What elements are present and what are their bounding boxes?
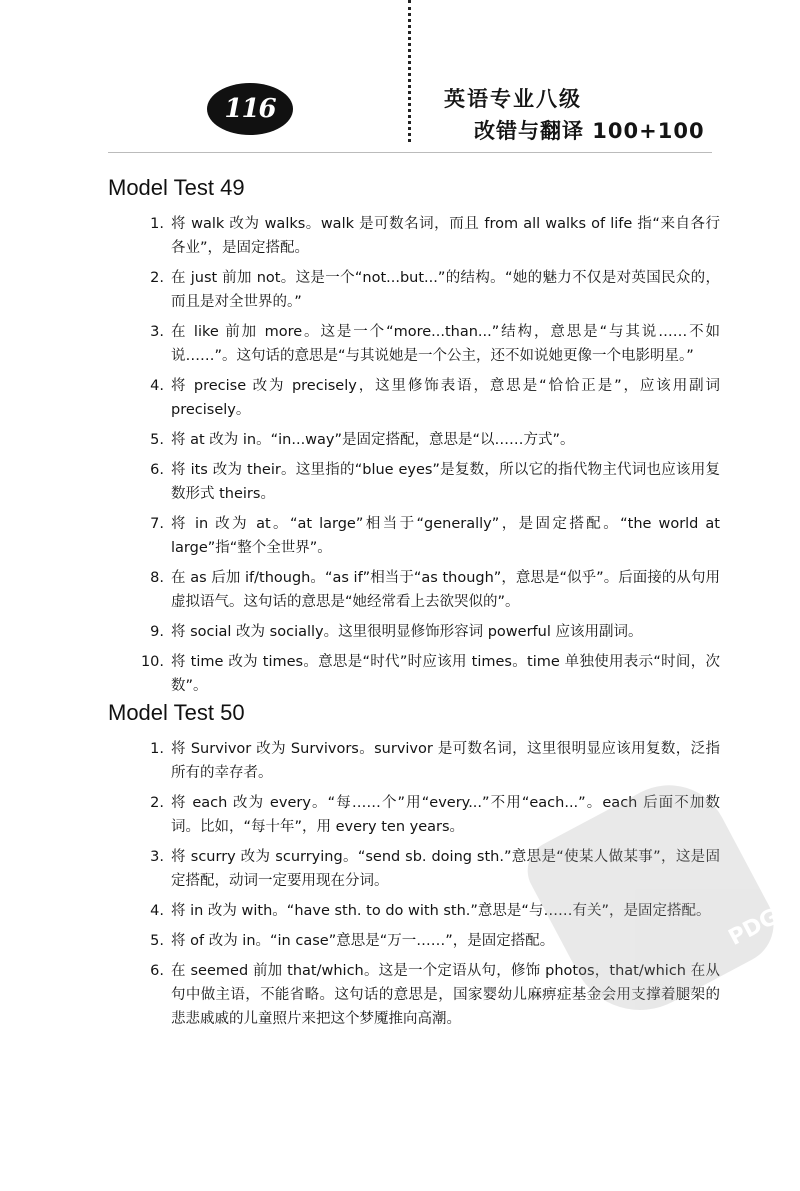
item-number: 1. <box>150 216 164 232</box>
item-number: 7. <box>150 516 164 532</box>
item-text: 将 each 改为 every。“每……个”用“every...”不用“each...”。each 后面不加数词。比如，“每十年”，用 every ten years。 <box>171 795 720 835</box>
list-item <box>140 512 720 560</box>
list-item <box>140 374 720 422</box>
item-text: 在 as 后加 if/though。“as if”相当于“as though”，意思是“似乎”。后面接的从句用虚拟语气。这句话的意思是“她经常看上去欲哭似的”。 <box>171 570 720 610</box>
item-number: 2. <box>150 795 164 811</box>
item-text: 将 at 改为 in。“in...way”是固定搭配，意思是“以……方式”。 <box>171 432 575 448</box>
item-number: 2. <box>150 270 164 286</box>
list-item <box>140 566 720 614</box>
list-item <box>140 458 720 506</box>
item-text: 将 in 改为 at。“at large”相当于“generally”，是固定搭配。“the world at large”指“整个全世界”。 <box>171 516 720 556</box>
dotted-divider <box>408 0 411 142</box>
answer-list <box>140 212 720 704</box>
item-number: 8. <box>150 570 164 586</box>
page-number-badge: 116 <box>207 83 293 135</box>
item-text: 将 its 改为 their。这里指的“blue eyes”是复数，所以它的指代物主代词也应该用复数形式 theirs。 <box>171 462 720 502</box>
list-item <box>140 428 720 452</box>
book-title-line2: 改错与翻译 100+100 <box>474 119 705 143</box>
item-text: 将 of 改为 in。“in case”意思是“万一……”，是固定搭配。 <box>171 933 555 949</box>
item-number: 3. <box>150 324 164 340</box>
item-text: 将 precise 改为 precisely，这里修饰表语，意思是“恰恰正是”，应该用副词 precisely。 <box>171 378 720 418</box>
item-number: 9. <box>150 624 164 640</box>
list-item <box>140 212 720 260</box>
item-text: 将 Survivor 改为 Survivors。survivor 是可数名词，这里很明显应该用复数，泛指所有的幸存者。 <box>171 741 720 781</box>
section-title: Model Test 49 <box>108 175 245 200</box>
book-title-line1: 英语专业八级 <box>444 87 582 111</box>
item-number: 4. <box>150 378 164 394</box>
item-number: 6. <box>150 963 164 979</box>
header-rule <box>108 152 712 153</box>
item-text: 将 in 改为 with。“have sth. to do with sth.”意思是“与……有关”，是固定搭配。 <box>171 903 711 919</box>
list-item <box>140 650 720 698</box>
item-number: 6. <box>150 462 164 478</box>
item-text: 在 just 前加 not。这是一个“not...but...”的结构。“她的魅力不仅是对英国民众的，而且是对全世界的。” <box>171 270 720 310</box>
list-item <box>140 737 720 785</box>
item-text: 在 seemed 前加 that/which。这是一个定语从句，修饰 photos，that/which 在从句中做主语，不能省略。这句话的意思是，国家婴幼儿麻痹症基金会用支撑着腿架的悲悲戚戚的儿童照片来把这个梦魇推向高潮。 <box>171 963 720 1027</box>
list-item <box>140 266 720 314</box>
item-text: 将 social 改为 socially。这里很明显修饰形容词 powerful 应该用副词。 <box>171 624 643 640</box>
item-text: 将 time 改为 times。意思是“时代”时应该用 times。time 单独使用表示“时间，次数”。 <box>171 654 720 694</box>
item-text: 将 scurry 改为 scurrying。“send sb. doing sth.”意思是“使某人做某事”，这是固定搭配，动词一定要用现在分词。 <box>171 849 720 889</box>
item-number: 1. <box>150 741 164 757</box>
item-number: 5. <box>150 432 164 448</box>
item-number: 4. <box>150 903 164 919</box>
item-text: 在 like 前加 more。这是一个“more...than...”结构，意思是“与其说……不如说……”。这句话的意思是“与其说她是一个公主，还不如说她更像一个电影明星。” <box>171 324 720 364</box>
item-number: 5. <box>150 933 164 949</box>
item-number: 10. <box>140 654 164 670</box>
section-title: Model Test 50 <box>108 700 245 725</box>
list-item <box>140 320 720 368</box>
item-text: 将 walk 改为 walks。walk 是可数名词，而且 from all walks of life 指“来自各行各业”，是固定搭配。 <box>171 216 720 256</box>
watermark-text: PDG <box>724 904 783 951</box>
item-number: 3. <box>150 849 164 865</box>
list-item <box>140 620 720 644</box>
